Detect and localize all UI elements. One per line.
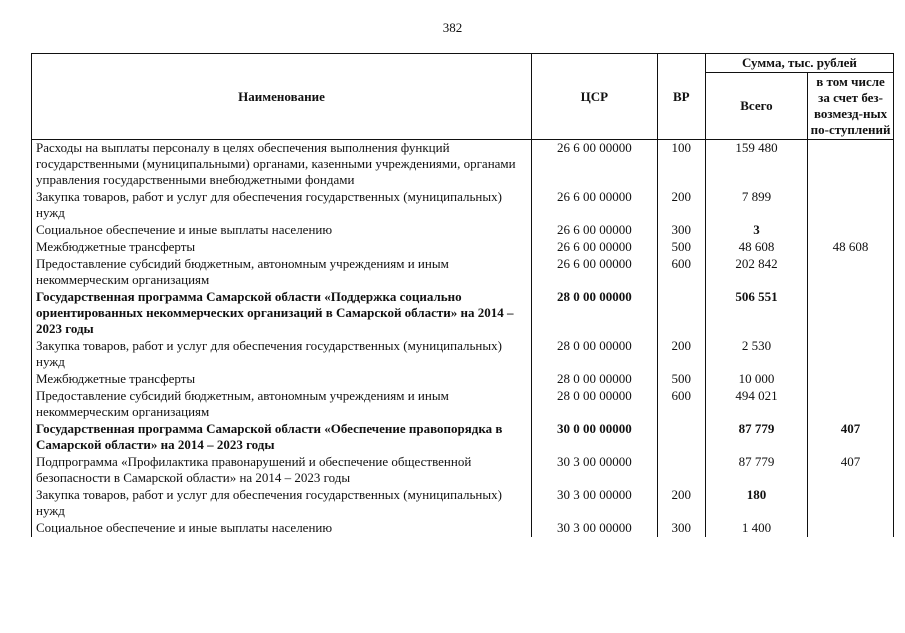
row-total: 87 779 xyxy=(705,421,807,454)
row-total: 506 551 xyxy=(705,289,807,338)
row-name: Предоставление субсидий бюджетным, автономным учреждениям и иным некоммерческим организациям xyxy=(32,256,532,289)
budget-table xyxy=(31,53,894,537)
row-free xyxy=(808,371,894,388)
row-free xyxy=(808,338,894,371)
row-total: 1 400 xyxy=(705,520,807,537)
row-vr xyxy=(657,421,705,454)
row-name: Социальное обеспечение и иные выплаты населению xyxy=(32,520,532,537)
row-total: 202 842 xyxy=(705,256,807,289)
row-vr: 200 xyxy=(657,189,705,222)
row-free: 407 xyxy=(808,421,894,454)
row-csr: 30 3 00 00000 xyxy=(532,454,658,487)
row-vr xyxy=(657,289,705,338)
row-vr: 100 xyxy=(657,140,705,190)
header-vr: ВР xyxy=(657,54,705,140)
row-name: Государственная программа Самарской области «Поддержка социально ориентированных некоммерческих организаций в Самарской области» на 2014 – 2023 годы xyxy=(32,289,532,338)
row-csr: 26 6 00 00000 xyxy=(532,239,658,256)
table-row xyxy=(32,338,894,371)
row-free xyxy=(808,189,894,222)
table-row xyxy=(32,421,894,454)
row-csr: 28 0 00 00000 xyxy=(532,388,658,421)
table-row xyxy=(32,388,894,421)
row-total: 7 899 xyxy=(705,189,807,222)
table-row xyxy=(32,256,894,289)
row-total: 2 530 xyxy=(705,338,807,371)
row-free xyxy=(808,222,894,239)
row-name: Закупка товаров, работ и услуг для обеспечения государственных (муниципальных) нужд xyxy=(32,189,532,222)
row-vr: 300 xyxy=(657,222,705,239)
row-csr: 28 0 00 00000 xyxy=(532,338,658,371)
row-total: 3 xyxy=(705,222,807,239)
table-row xyxy=(32,239,894,256)
row-name: Расходы на выплаты персоналу в целях обеспечения выполнения функций государственными (муниципальными) органами, казенными учреждениями, органами управления государственными внебюджетными фондами xyxy=(32,140,532,190)
table-row xyxy=(32,371,894,388)
row-name: Межбюджетные трансферты xyxy=(32,239,532,256)
row-free xyxy=(808,140,894,190)
row-vr: 300 xyxy=(657,520,705,537)
row-csr: 28 0 00 00000 xyxy=(532,289,658,338)
row-csr: 26 6 00 00000 xyxy=(532,256,658,289)
row-name: Государственная программа Самарской области «Обеспечение правопорядка в Самарской области» на 2014 – 2023 годы xyxy=(32,421,532,454)
header-csr: ЦСР xyxy=(532,54,658,140)
row-csr: 30 3 00 00000 xyxy=(532,520,658,537)
row-vr: 500 xyxy=(657,239,705,256)
row-name: Межбюджетные трансферты xyxy=(32,371,532,388)
header-sum-group: Сумма, тыс. рублей xyxy=(705,54,893,73)
row-total: 48 608 xyxy=(705,239,807,256)
table-row xyxy=(32,222,894,239)
table-row xyxy=(32,189,894,222)
row-free: 48 608 xyxy=(808,239,894,256)
row-name: Закупка товаров, работ и услуг для обеспечения государственных (муниципальных) нужд xyxy=(32,487,532,520)
row-name: Закупка товаров, работ и услуг для обеспечения государственных (муниципальных) нужд xyxy=(32,338,532,371)
row-vr: 200 xyxy=(657,338,705,371)
row-free xyxy=(808,388,894,421)
row-name: Предоставление субсидий бюджетным, автономным учреждениям и иным некоммерческим организациям xyxy=(32,388,532,421)
row-csr: 26 6 00 00000 xyxy=(532,189,658,222)
header-name: Наименование xyxy=(32,54,532,140)
table-row xyxy=(32,487,894,520)
row-free: 407 xyxy=(808,454,894,487)
row-vr: 600 xyxy=(657,256,705,289)
row-free xyxy=(808,520,894,537)
row-free xyxy=(808,487,894,520)
table-row xyxy=(32,520,894,537)
row-csr: 28 0 00 00000 xyxy=(532,371,658,388)
row-vr: 200 xyxy=(657,487,705,520)
row-name: Подпрограмма «Профилактика правонарушений и обеспечение общественной безопасности в Самарской области» на 2014 – 2023 годы xyxy=(32,454,532,487)
header-total: Всего xyxy=(705,73,807,140)
row-vr: 500 xyxy=(657,371,705,388)
row-total: 87 779 xyxy=(705,454,807,487)
row-vr xyxy=(657,454,705,487)
table-row xyxy=(32,289,894,338)
row-free xyxy=(808,289,894,338)
table-row xyxy=(32,454,894,487)
row-total: 494 021 xyxy=(705,388,807,421)
row-total: 180 xyxy=(705,487,807,520)
row-total: 10 000 xyxy=(705,371,807,388)
row-total: 159 480 xyxy=(705,140,807,190)
row-free xyxy=(808,256,894,289)
row-csr: 30 0 00 00000 xyxy=(532,421,658,454)
page-number: 382 xyxy=(442,20,463,35)
row-csr: 26 6 00 00000 xyxy=(532,140,658,190)
row-name: Социальное обеспечение и иные выплаты населению xyxy=(32,222,532,239)
table-row xyxy=(32,140,894,190)
row-vr: 600 xyxy=(657,388,705,421)
header-free-receipts: в том числе за счет без-возмезд-ных по-ступлений xyxy=(808,73,894,140)
row-csr: 26 6 00 00000 xyxy=(532,222,658,239)
row-csr: 30 3 00 00000 xyxy=(532,487,658,520)
